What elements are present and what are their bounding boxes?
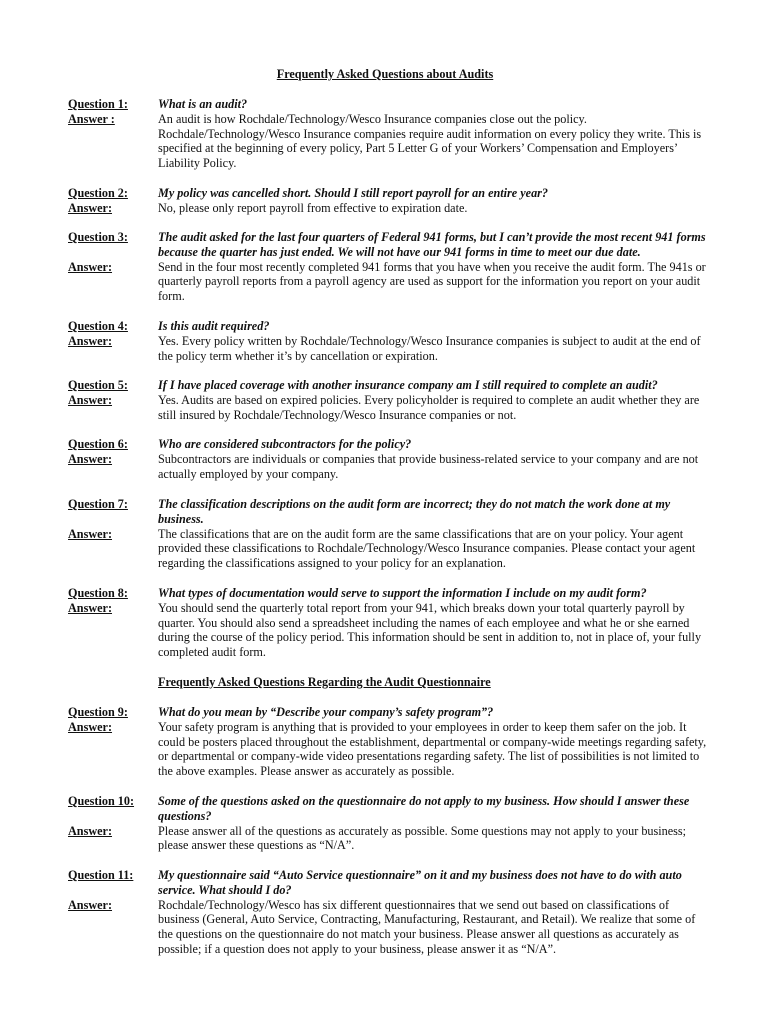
answer-text: Yes. Audits are based on expired policies. Every policyholder is required to complete an audit whether they are still insured by Rochdale/Technology/Wesco Insurance companies or not. (158, 392, 700, 422)
section-title: Frequently Asked Questions Regarding the Audit Questionnaire (158, 675, 491, 689)
question-text: The classification descriptions on the audit form are incorrect; they do not match the work done at my business. (158, 497, 671, 526)
faq-item-3 (68, 230, 708, 304)
question-text: My policy was cancelled short. Should I still report payroll for an entire year? (158, 186, 549, 200)
question-label: Question 8: (68, 586, 128, 600)
answer-text: Send in the four most recently completed 941 forms that you have when you receive the audit form. The 941s or quarterly payroll reports from a payroll agency are used as support for the information you report on your audit form. (158, 259, 706, 304)
answer-text: Please answer all of the questions as accurately as possible. Some questions may not apply to your business; please answer these questions as “N/A”. (158, 823, 687, 853)
answer-label: Answer: (68, 259, 113, 274)
question-text: If I have placed coverage with another insurance company am I still required to complete an audit? (158, 378, 658, 392)
faq-item-7 (68, 497, 708, 571)
question-label: Question 10: (68, 794, 135, 808)
answer-text: You should send the quarterly total report from your 941, which breaks down your total quarterly payroll by quarter. You should also send a spreadsheet including the names of each employee and what he or she earned during the course of the policy period. This information should be sent in addition to, not in place of, your fully completed audit form. (158, 600, 702, 660)
question-text: Some of the questions asked on the questionnaire do not apply to my business. How should I answer these questions? (158, 794, 690, 823)
question-text: Is this audit required? (158, 319, 270, 333)
answer-text: Your safety program is anything that is provided to your employees in order to keep them safer on the job. It could be posters placed throughout the establishment, departmental or company-wide meetings regarding safety, or departmental or company-wide video presentations regarding safety. The list of possibilities is not limited to the above examples. Please answer as accurately as possible. (158, 719, 707, 779)
faq-item-4 (68, 319, 708, 363)
answer-text: The classifications that are on the audit form are the same classifications that are on your policy. Your agent provided these classifications to Rochdale/Technology/Wesco Insurance companies. Please contact your agent regarding the classifications assigned to your policy for an explanation. (158, 526, 696, 571)
faq-item-8 (68, 586, 708, 660)
answer-label: Answer: (68, 719, 113, 734)
faq-item-1 (68, 97, 708, 171)
faq-item-5 (68, 378, 708, 422)
question-label: Question 5: (68, 378, 128, 392)
question-text: What types of documentation would serve to support the information I include on my audit form? (158, 586, 647, 600)
question-text: Who are considered subcontractors for the policy? (158, 437, 412, 451)
question-text: What do you mean by “Describe your company’s safety program”? (158, 705, 494, 719)
faq-item-2 (68, 186, 708, 216)
faq-item-10 (68, 794, 708, 853)
answer-label: Answer: (68, 451, 113, 466)
question-label: Question 4: (68, 319, 128, 333)
question-label: Question 2: (68, 186, 128, 200)
answer-label: Answer : (68, 111, 115, 126)
question-text: My questionnaire said “Auto Service questionnaire” on it and my business does not have to do with auto service. What should I do? (158, 868, 682, 897)
question-label: Question 11: (68, 868, 134, 882)
question-text: What is an audit? (158, 97, 248, 111)
question-label: Question 6: (68, 437, 128, 451)
answer-text: No, please only report payroll from effective to expiration date. (158, 200, 468, 215)
question-label: Question 7: (68, 497, 128, 511)
answer-text: Rochdale/Technology/Wesco has six different questionnaires that we send out based on classifications of business (General, Auto Service, Contracting, Manufacturing, Restaurant, and Retail). We realize that some of the questions on the questionnaire do not match your business. Please answer all questions as accurately as possible; if a question does not apply to your business, please answer it as “N/A”. (158, 897, 696, 956)
answer-text: Subcontractors are individuals or companies that provide business-related service to your company and are not actually employed by your company. (158, 451, 699, 481)
question-label: Question 3: (68, 230, 128, 244)
question-text: The audit asked for the last four quarters of Federal 941 forms, but I can’t provide the most recent 941 forms because the quarter has just ended. We will not have our 941 forms in time to meet our due date. (158, 230, 706, 259)
faq-item-6 (68, 437, 708, 481)
answer-label: Answer: (68, 392, 113, 407)
answer-label: Answer: (68, 526, 113, 541)
page-title: Frequently Asked Questions about Audits (276, 67, 494, 81)
answer-text: An audit is how Rochdale/Technology/Wesco Insurance companies close out the policy. Rochdale/Technology/Wesco Insurance companies require audit information on every policy they write. This is specified at the beginning of every policy, Part 5 Letter G of your Workers’ Compensation and Employers’ Liability Policy. (158, 111, 702, 171)
question-label: Question 1: (68, 97, 128, 111)
answer-label: Answer: (68, 897, 113, 912)
answer-text: Yes. Every policy written by Rochdale/Technology/Wesco Insurance companies is subject to audit at the end of the policy term whether it’s by cancellation or expiration. (158, 333, 701, 363)
faq-item-9 (68, 705, 708, 779)
answer-label: Answer: (68, 333, 113, 348)
answer-label: Answer: (68, 600, 113, 615)
faq-item-11 (68, 868, 708, 957)
answer-label: Answer: (68, 823, 113, 838)
question-label: Question 9: (68, 705, 128, 719)
answer-label: Answer: (68, 200, 113, 215)
